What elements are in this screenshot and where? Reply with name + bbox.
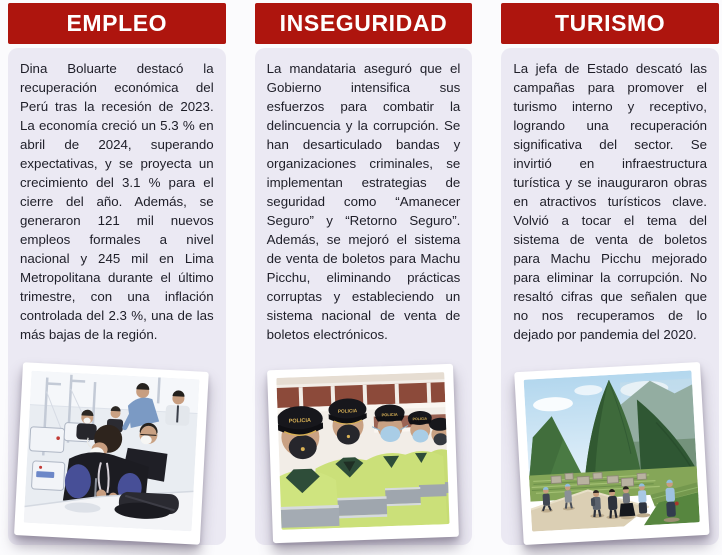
svg-text:POLICIA: POLICIA (338, 409, 358, 415)
inseguridad-text: La mandataria aseguró que el Gobierno intensifica sus esfuerzos para combatir la delincuencia y la corrupción. Se han desarticulado bandas y organizaciones criminales, se implementan estrategias de seguridad como “Amanecer Seguro” y “Retorno Seguro”. Además, se mejoró el sistema de venta de boletos para Machu Picchu, eliminando prácticas corruptas y estableciendo un sistema nacional de venta de boletos electrónicos. (266, 61, 461, 342)
empleo-card (8, 48, 226, 545)
empleo-photo (14, 362, 209, 544)
textile-workshop-illustration (24, 371, 200, 532)
turismo-text: La jefa de Estado descató las campañas para promover el turismo interno y receptivo, logrando una recuperación significativa del sector. Se invirtió en infraestructura turística y se inauguraron obras en atractivos turísticos clave. Volvió a tocar el tema del sistema de venta de boletos para Machu Picchu mejorado para eliminar la corrupción. No resaltó cifras que señalen que no nos recuperamos de lo dejado por pandemia del 2020. (513, 61, 707, 342)
column-inseguridad (255, 3, 473, 555)
svg-text:POLICIA: POLICIA (381, 411, 399, 418)
svg-text:POLICIA: POLICIA (289, 417, 312, 425)
inseguridad-header (255, 3, 473, 44)
turismo-photo (514, 362, 709, 545)
column-empleo (8, 3, 226, 555)
empleo-text: Dina Boluarte destacó la recuperación económica del Perú tras la recesión de 2023. La economía creció un 5.3 % en abril de 2024, superando expectativas, y se proyecta un crecimiento del 3.1 % para el cierre del año. Además, se generaron 121 mil nuevos empleos formales a nivel nacional y 245 mil en Lima Metropolitana durante el último trimestre, con una inflación controlada del 2.3 %, una de las más bajas de la región. (20, 61, 214, 342)
empleo-header (8, 3, 226, 44)
machu-picchu-illustration (524, 370, 700, 531)
inseguridad-title: INSEGURIDAD (279, 10, 448, 36)
police-officers-illustration (277, 372, 450, 530)
column-turismo (501, 3, 719, 555)
turismo-header (501, 3, 719, 44)
turismo-card (501, 48, 719, 545)
inseguridad-card (255, 48, 473, 545)
inseguridad-photo (268, 364, 460, 543)
empleo-title: EMPLEO (66, 10, 168, 36)
svg-text:POLICIA: POLICIA (412, 416, 428, 422)
turismo-title: TURISMO (555, 10, 666, 36)
